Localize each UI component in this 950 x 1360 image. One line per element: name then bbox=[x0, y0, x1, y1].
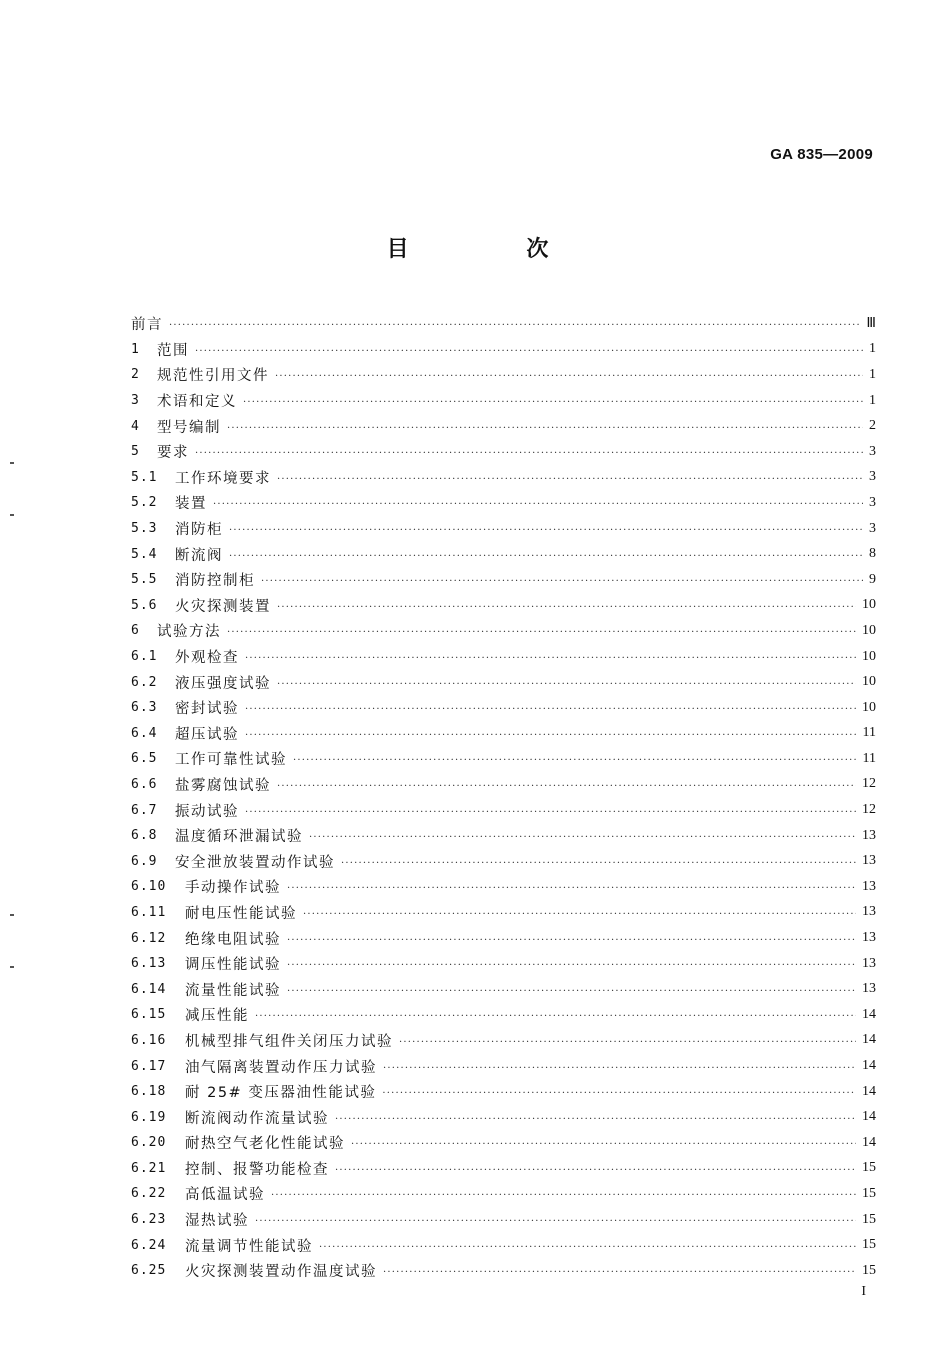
toc-entry-page: 8 bbox=[869, 546, 876, 562]
toc-dot-leader bbox=[309, 832, 856, 843]
toc-entry-label: 盐雾腐蚀试验 bbox=[175, 777, 271, 794]
toc-entry-page: 14 bbox=[862, 1083, 876, 1099]
toc-entry[interactable] bbox=[131, 925, 876, 951]
toc-entry-label: 工作可靠性试验 bbox=[175, 752, 287, 769]
toc-entry-number: 6.15 bbox=[131, 1007, 167, 1023]
toc-entry-label: 耐热空气老化性能试验 bbox=[185, 1136, 345, 1153]
toc-entry-page: 15 bbox=[862, 1237, 876, 1253]
toc-dot-leader bbox=[277, 602, 856, 613]
toc-entry-page: 10 bbox=[862, 597, 876, 613]
toc-entry[interactable] bbox=[131, 976, 876, 1002]
toc-entry-page: 9 bbox=[869, 571, 876, 587]
toc-entry-label: 型号编制 bbox=[157, 419, 221, 436]
toc-dot-leader bbox=[245, 704, 856, 715]
toc-entry-number: 5.5 bbox=[131, 572, 158, 588]
toc-entry-label: 火灾探测装置动作温度试验 bbox=[185, 1264, 377, 1281]
toc-dot-leader bbox=[261, 576, 863, 587]
toc-entry-label: 手动操作试验 bbox=[185, 880, 281, 897]
toc-entry-number: 6.25 bbox=[131, 1263, 167, 1279]
toc-entry-number: 6.23 bbox=[131, 1212, 167, 1228]
toc-entry-page: 14 bbox=[862, 1032, 876, 1048]
toc-dot-leader bbox=[277, 781, 856, 792]
toc-entry-page: 10 bbox=[862, 648, 876, 664]
toc-entry[interactable] bbox=[131, 797, 876, 823]
toc-entry[interactable] bbox=[131, 1028, 876, 1054]
toc-entry[interactable] bbox=[131, 618, 876, 644]
toc-entry-page: 15 bbox=[862, 1160, 876, 1176]
toc-entry-label: 流量性能试验 bbox=[185, 982, 281, 999]
toc-entry-page: 10 bbox=[862, 622, 876, 638]
toc-entry[interactable] bbox=[131, 1207, 876, 1233]
toc-entry-page: 14 bbox=[862, 1006, 876, 1022]
toc-entry-page: 10 bbox=[862, 699, 876, 715]
toc-entry-number: 6.11 bbox=[131, 904, 167, 920]
toc-entry-page: 13 bbox=[862, 904, 876, 920]
toc-entry-label: 控制、报警功能检查 bbox=[185, 1161, 329, 1178]
toc-entry-label: 火灾探测装置 bbox=[175, 598, 271, 615]
toc-dot-leader bbox=[227, 627, 856, 638]
toc-entry-label: 耐电压性能试验 bbox=[185, 905, 297, 922]
toc-entry-page: 13 bbox=[862, 955, 876, 971]
toc-entry-page: 12 bbox=[862, 802, 876, 818]
toc-entry-number: 6.16 bbox=[131, 1032, 167, 1048]
toc-entry[interactable] bbox=[131, 746, 876, 772]
page-folio: I bbox=[861, 1284, 866, 1299]
toc-entry-label: 前言 bbox=[131, 317, 163, 334]
toc-dot-leader bbox=[195, 346, 863, 357]
toc-entry-number: 6.3 bbox=[131, 700, 158, 716]
toc-dot-leader bbox=[213, 499, 863, 510]
toc-entry-number: 6.12 bbox=[131, 930, 167, 946]
toc-entry-page: 13 bbox=[862, 827, 876, 843]
toc-entry-page: 1 bbox=[869, 392, 876, 408]
toc-entry-page: 12 bbox=[862, 776, 876, 792]
toc-entry-page: 1 bbox=[869, 366, 876, 382]
toc-entry-page: 2 bbox=[869, 418, 876, 434]
toc-entry-number: 6.24 bbox=[131, 1237, 167, 1253]
toc-entry-number: 6.22 bbox=[131, 1186, 167, 1202]
toc-entry-label: 规范性引用文件 bbox=[157, 368, 269, 385]
toc-entry-page: 1 bbox=[869, 341, 876, 357]
toc-dot-leader bbox=[255, 1011, 856, 1022]
toc-dot-leader bbox=[229, 551, 863, 562]
toc-dot-leader bbox=[245, 730, 857, 741]
toc-entry-number: 5.2 bbox=[131, 495, 158, 511]
toc-entry-number: 5.4 bbox=[131, 546, 158, 562]
toc-entry-label: 范围 bbox=[157, 342, 189, 359]
toc-entry[interactable] bbox=[131, 1002, 876, 1028]
toc-entry-label: 流量调节性能试验 bbox=[185, 1238, 313, 1255]
toc-entry-page: Ⅲ bbox=[866, 316, 876, 332]
toc-entry-label: 振动试验 bbox=[175, 803, 239, 820]
toc-dot-leader bbox=[341, 858, 856, 869]
toc-dot-leader bbox=[399, 1037, 856, 1048]
toc-dot-leader bbox=[335, 1114, 856, 1125]
toc-entry-page: 3 bbox=[869, 520, 876, 536]
toc-entry-number: 4 bbox=[131, 418, 140, 434]
toc-entry[interactable] bbox=[131, 669, 876, 695]
toc-entry-number: 6.4 bbox=[131, 725, 158, 741]
toc-entry[interactable] bbox=[131, 567, 876, 593]
toc-entry-page: 11 bbox=[862, 725, 876, 741]
toc-entry[interactable] bbox=[131, 1104, 876, 1130]
table-of-contents bbox=[131, 311, 876, 1284]
toc-dot-leader bbox=[229, 525, 863, 536]
toc-entry[interactable] bbox=[131, 1156, 876, 1182]
toc-entry-number: 6.13 bbox=[131, 956, 167, 972]
toc-entry-label: 超压试验 bbox=[175, 726, 239, 743]
toc-dot-leader bbox=[227, 423, 863, 434]
toc-entry[interactable] bbox=[131, 1232, 876, 1258]
toc-entry[interactable] bbox=[131, 593, 876, 619]
toc-entry-number: 2 bbox=[131, 367, 140, 383]
toc-entry-number: 6.20 bbox=[131, 1135, 167, 1151]
toc-dot-leader bbox=[277, 474, 863, 485]
toc-entry-label: 断流阀动作流量试验 bbox=[185, 1110, 329, 1127]
toc-entry-label: 液压强度试验 bbox=[175, 675, 271, 692]
toc-entry-page: 15 bbox=[862, 1211, 876, 1227]
toc-entry-page: 14 bbox=[862, 1109, 876, 1125]
toc-entry-page: 3 bbox=[869, 494, 876, 510]
toc-entry-label: 消防控制柜 bbox=[175, 573, 255, 590]
toc-entry-number: 5.6 bbox=[131, 597, 158, 613]
toc-entry[interactable] bbox=[131, 695, 876, 721]
toc-entry[interactable] bbox=[131, 465, 876, 491]
toc-entry[interactable] bbox=[131, 874, 876, 900]
toc-entry-label: 术语和定义 bbox=[157, 394, 237, 411]
toc-dot-leader bbox=[303, 909, 856, 920]
toc-entry[interactable] bbox=[131, 541, 876, 567]
toc-dot-leader bbox=[351, 1139, 856, 1150]
toc-entry-page: 13 bbox=[862, 878, 876, 894]
toc-entry[interactable] bbox=[131, 644, 876, 670]
toc-entry-page: 13 bbox=[862, 853, 876, 869]
toc-dot-leader bbox=[287, 960, 856, 971]
toc-entry[interactable] bbox=[131, 388, 876, 414]
toc-entry[interactable] bbox=[131, 311, 876, 337]
toc-entry-page: 13 bbox=[862, 981, 876, 997]
toc-dot-leader bbox=[335, 1165, 856, 1176]
toc-dot-leader bbox=[382, 1088, 856, 1099]
toc-dot-leader bbox=[383, 1063, 856, 1074]
toc-entry-number: 5.3 bbox=[131, 521, 158, 537]
document-code: GA 835—2009 bbox=[770, 146, 873, 163]
toc-entry-number: 3 bbox=[131, 393, 140, 409]
toc-entry-number: 5.1 bbox=[131, 469, 158, 485]
toc-entry[interactable] bbox=[131, 823, 876, 849]
toc-entry[interactable] bbox=[131, 337, 876, 363]
toc-entry-label: 湿热试验 bbox=[185, 1213, 249, 1230]
toc-entry-number: 6.19 bbox=[131, 1109, 167, 1125]
toc-dot-leader bbox=[293, 755, 857, 766]
toc-entry-page: 14 bbox=[862, 1058, 876, 1074]
toc-entry[interactable] bbox=[131, 1181, 876, 1207]
toc-entry-label: 密封试验 bbox=[175, 701, 239, 718]
toc-dot-leader bbox=[287, 986, 856, 997]
toc-entry[interactable] bbox=[131, 1130, 876, 1156]
toc-entry-label: 温度循环泄漏试验 bbox=[175, 829, 303, 846]
toc-entry[interactable] bbox=[131, 721, 876, 747]
toc-entry-number: 6.18 bbox=[131, 1084, 167, 1100]
toc-entry[interactable] bbox=[131, 1258, 876, 1284]
toc-dot-leader bbox=[245, 807, 856, 818]
toc-entry-number: 6.14 bbox=[131, 981, 167, 997]
toc-entry-label: 油气隔离装置动作压力试验 bbox=[185, 1059, 377, 1076]
toc-entry-label: 机械型排气组件关闭压力试验 bbox=[185, 1033, 393, 1050]
margin-mark bbox=[10, 514, 14, 516]
toc-entry[interactable] bbox=[131, 490, 876, 516]
margin-mark bbox=[10, 966, 14, 968]
toc-entry-label: 调压性能试验 bbox=[185, 957, 281, 974]
toc-dot-leader bbox=[243, 397, 863, 408]
toc-entry[interactable] bbox=[131, 900, 876, 926]
toc-entry-page: 10 bbox=[862, 674, 876, 690]
toc-dot-leader bbox=[255, 1216, 856, 1227]
toc-dot-leader bbox=[245, 653, 856, 664]
toc-entry-label: 试验方法 bbox=[157, 624, 221, 641]
toc-entry-number: 6.2 bbox=[131, 674, 158, 690]
toc-entry-number: 6.6 bbox=[131, 776, 158, 792]
toc-entry-number: 5 bbox=[131, 444, 140, 460]
toc-entry[interactable] bbox=[131, 1079, 876, 1105]
toc-entry-number: 6.7 bbox=[131, 802, 158, 818]
toc-entry-label: 外观检查 bbox=[175, 650, 239, 667]
toc-entry[interactable] bbox=[131, 516, 876, 542]
toc-entry[interactable] bbox=[131, 413, 876, 439]
toc-entry-label: 要求 bbox=[157, 445, 189, 462]
toc-entry-page: 3 bbox=[869, 469, 876, 485]
toc-entry-number: 6.17 bbox=[131, 1058, 167, 1074]
toc-dot-leader bbox=[383, 1267, 856, 1278]
toc-entry-number: 1 bbox=[131, 341, 140, 357]
toc-title: 目 次 bbox=[386, 237, 604, 262]
toc-entry-label: 高低温试验 bbox=[185, 1187, 265, 1204]
toc-entry-number: 6.5 bbox=[131, 751, 158, 767]
toc-entry[interactable] bbox=[131, 439, 876, 465]
toc-entry-label: 减压性能 bbox=[185, 1008, 249, 1025]
toc-entry[interactable] bbox=[131, 951, 876, 977]
toc-entry-label: 安全泄放装置动作试验 bbox=[175, 854, 335, 871]
toc-entry-number: 6.21 bbox=[131, 1160, 167, 1176]
toc-entry-page: 13 bbox=[862, 930, 876, 946]
toc-entry-label: 装置 bbox=[175, 496, 207, 513]
toc-dot-leader bbox=[271, 1190, 856, 1201]
toc-entry-number: 6.9 bbox=[131, 853, 158, 869]
toc-entry[interactable] bbox=[131, 1053, 876, 1079]
toc-entry[interactable] bbox=[131, 772, 876, 798]
toc-dot-leader bbox=[277, 679, 856, 690]
toc-entry-number: 6.8 bbox=[131, 828, 158, 844]
toc-entry[interactable] bbox=[131, 848, 876, 874]
toc-entry-label: 断流阀 bbox=[175, 547, 223, 564]
toc-entry-label: 工作环境要求 bbox=[175, 470, 271, 487]
toc-entry[interactable] bbox=[131, 362, 876, 388]
toc-entry-label: 绝缘电阻试验 bbox=[185, 931, 281, 948]
toc-entry-label: 耐 25# 变压器油性能试验 bbox=[185, 1085, 377, 1102]
toc-entry-number: 6.10 bbox=[131, 879, 167, 895]
margin-mark bbox=[10, 914, 14, 916]
toc-entry-label: 消防柜 bbox=[175, 522, 223, 539]
toc-entry-page: 15 bbox=[862, 1185, 876, 1201]
margin-mark bbox=[10, 462, 14, 464]
toc-dot-leader bbox=[195, 448, 863, 459]
toc-entry-page: 14 bbox=[862, 1134, 876, 1150]
toc-dot-leader bbox=[169, 320, 860, 331]
toc-entry-number: 6.1 bbox=[131, 649, 158, 665]
toc-entry-page: 15 bbox=[862, 1262, 876, 1278]
toc-dot-leader bbox=[287, 935, 856, 946]
toc-entry-page: 11 bbox=[862, 750, 876, 766]
toc-entry-page: 3 bbox=[869, 443, 876, 459]
toc-dot-leader bbox=[287, 883, 856, 894]
toc-entry-number: 6 bbox=[131, 623, 140, 639]
toc-dot-leader bbox=[275, 371, 863, 382]
toc-dot-leader bbox=[319, 1242, 856, 1253]
